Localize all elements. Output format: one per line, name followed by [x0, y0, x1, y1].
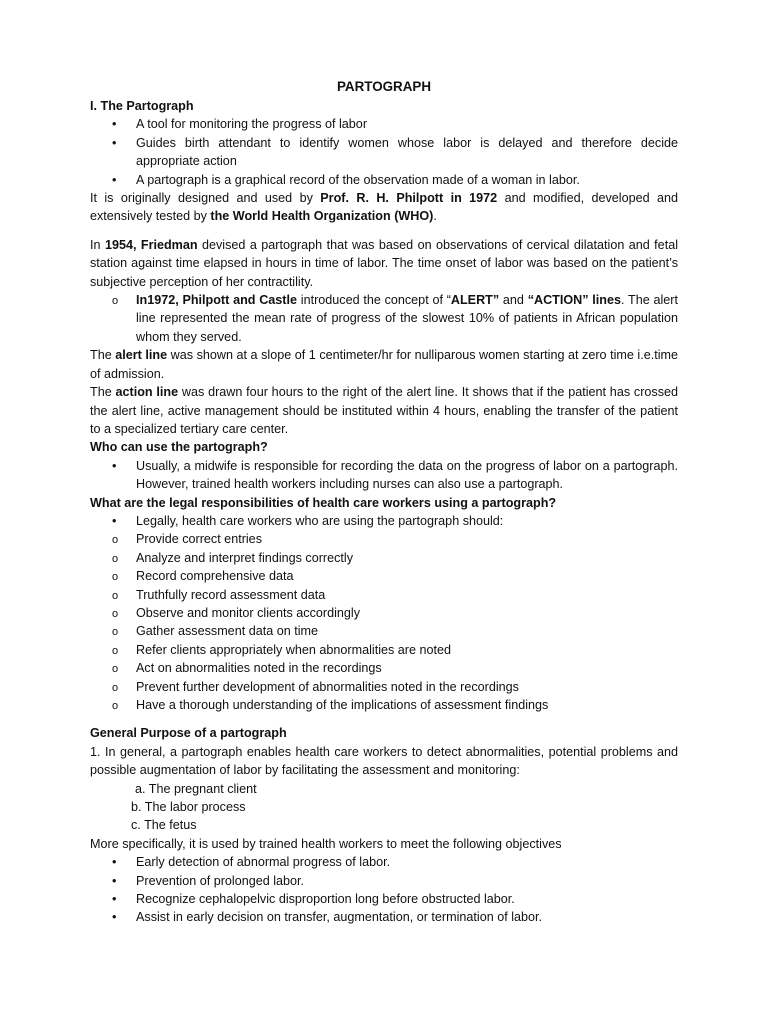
- bullet-icon: •: [112, 117, 117, 132]
- who-use-bullet-list: [90, 457, 678, 494]
- bullet-icon: •: [112, 910, 117, 925]
- list-item: • A tool for monitoring the progress of labor: [90, 115, 678, 133]
- letter-item-a: a. The pregnant client: [135, 781, 257, 796]
- list-item: • Usually, a midwife is responsible for recording the data on the progress of labor on a partograph. However, trained health workers including nurses can also use a partograph.: [112, 458, 678, 492]
- list-item: o Provide correct entries: [90, 530, 678, 548]
- objectives-list: [90, 853, 678, 927]
- list-item: o Analyze and interpret findings correctly: [90, 549, 678, 567]
- circle-bullet-icon: o: [112, 644, 119, 657]
- list-item: • Early detection of abnormal progress of labor.: [90, 853, 678, 871]
- circle-bullet-icon: o: [112, 552, 119, 565]
- list-item: • Guides birth attendant to identify women whose labor is delayed and therefore decide appropriate action: [112, 135, 678, 169]
- list-item: o Observe and monitor clients accordingly: [90, 604, 678, 622]
- bullet-icon: •: [112, 172, 117, 187]
- circle-bullet-icon: o: [112, 700, 119, 712]
- list-item: o Prevent further development of abnormalities noted in the recordings: [90, 678, 678, 696]
- list-item: o Have a thorough understanding of the implications of assessment findings: [90, 696, 678, 714]
- circle-bullet-icon: o: [112, 626, 119, 639]
- action-line-paragraph: The action line was drawn four hours to the right of the alert line. It shows that if the patient has crossed the alert line, active management should be instituted within 4 hours, enabling the transfer of the patient to a specialized tertiary care center.: [90, 385, 679, 436]
- list-item: o Refer clients appropriately when abnormalities are noted: [90, 641, 678, 659]
- circle-bullet-icon: o: [112, 571, 119, 584]
- list-item: o Act on abnormalities noted in the recordings: [90, 659, 678, 677]
- list-item: o Truthfully record assessment data: [90, 586, 678, 604]
- list-item: • Assist in early decision on transfer, augmentation, or termination of labor.: [90, 908, 678, 926]
- legal-responsibilities-heading: What are the legal responsibilities of health care workers using a partograph?: [90, 495, 557, 510]
- bullet-icon: •: [112, 135, 117, 150]
- circle-bullet-icon: o: [112, 607, 119, 620]
- philpott-list: [90, 291, 678, 346]
- bullet-icon: •: [112, 458, 117, 473]
- circle-bullet-icon: o: [112, 681, 119, 694]
- list-item: • Prevention of prolonged labor.: [90, 872, 678, 890]
- list-item: • A partograph is a graphical record of the observation made of a woman in labor.: [90, 171, 678, 189]
- document-page: [90, 78, 678, 927]
- circle-bullet-icon: o: [112, 534, 119, 547]
- alert-line-paragraph: The alert line was shown at a slope of 1 centimeter/hr for nulliparous women starting at zero time i.e.time of admission.: [90, 348, 679, 381]
- bullet-icon: •: [112, 892, 117, 907]
- circle-bullet-icon: o: [112, 589, 119, 602]
- bullet-icon: •: [112, 855, 117, 870]
- list-item: • Legally, health care workers who are using the partograph should:: [90, 512, 678, 530]
- letter-item-b: b. The labor process: [131, 800, 246, 815]
- letter-item-c: c. The fetus: [131, 818, 197, 833]
- page-title: PARTOGRAPH: [337, 79, 431, 94]
- general-purpose-paragraph: 1. In general, a partograph enables health care workers to detect abnormalities, potential problems and possible augmentation of labor by facilitating the assessment and monitoring:: [90, 744, 678, 778]
- section-heading-partograph: I. The Partograph: [90, 99, 194, 113]
- who-can-use-heading: Who can use the partograph?: [90, 440, 268, 455]
- bullet-icon: •: [112, 873, 117, 888]
- origin-paragraph: It is originally designed and used by Prof. R. H. Philpott in 1972 and modified, developed and extensively tested by the World Health Organization (WHO).: [90, 191, 678, 224]
- list-item: o In1972, Philpott and Castle introduced the concept of “ALERT” and “ACTION” lines. The alert line represented the mean rate of progress of the slowest 10% of patients in African population whom they served.: [112, 293, 678, 344]
- legal-intro-list: [90, 512, 678, 530]
- list-item: o Record comprehensive data: [90, 567, 678, 585]
- partograph-bullet-list: [90, 115, 678, 189]
- general-purpose-heading: General Purpose of a partograph: [90, 726, 287, 741]
- circle-bullet-icon: o: [112, 663, 119, 676]
- friedman-paragraph: In 1954, Friedman devised a partograph that was based on observations of cervical dilatation and fetal station against time elapsed in hours in time of labor. The time onset of labor was based on the patient’s subjective perception of her contractility.: [90, 237, 678, 289]
- legal-items-list: [90, 530, 678, 714]
- objectives-intro: More specifically, it is used by trained health workers to meet the following objectives: [90, 836, 562, 851]
- bullet-icon: •: [112, 513, 117, 528]
- list-item: o Gather assessment data on time: [90, 622, 678, 640]
- list-item: • Recognize cephalopelvic disproportion long before obstructed labor.: [90, 890, 678, 908]
- circle-bullet-icon: o: [112, 295, 119, 308]
